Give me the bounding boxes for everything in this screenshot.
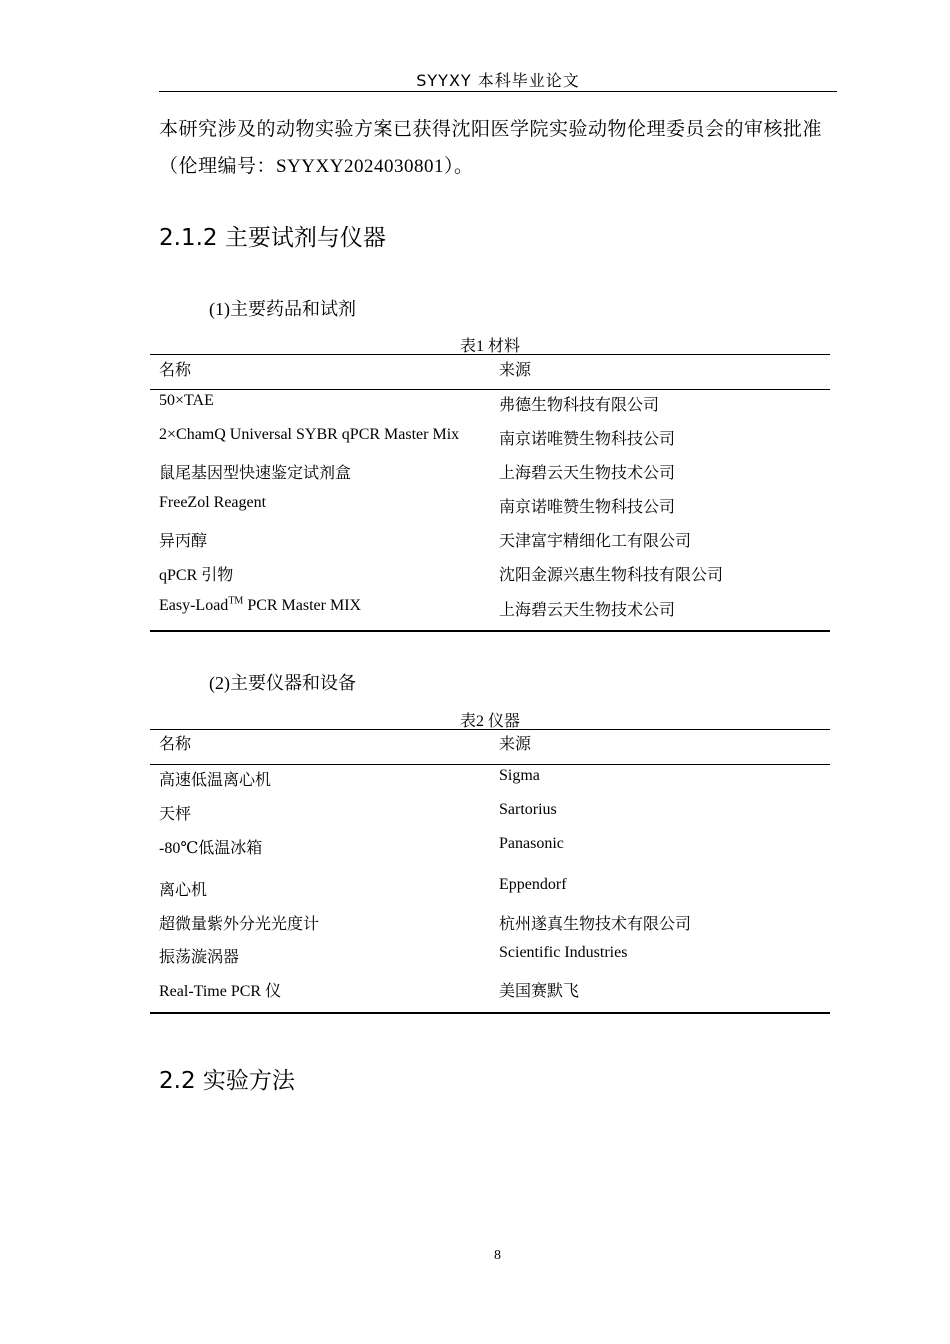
table2-row-7-source: 美国赛默飞: [499, 983, 580, 1000]
table1-row-4-source: 南京诺唯赞生物科技公司: [499, 499, 676, 516]
table1-header-source: 来源: [499, 362, 532, 379]
table1-bottom-rule: [150, 630, 830, 632]
table2-row-3-source: Panasonic: [499, 835, 564, 852]
table2-header-name: 名称: [159, 736, 192, 753]
table2-row-1-source: Sigma: [499, 767, 540, 784]
table2-row-4-source: Eppendorf: [499, 876, 567, 893]
table1-row-7-name-base: Easy-Load: [159, 597, 229, 614]
table2-subheading: (2)主要仪器和设备: [209, 673, 356, 693]
table1-header-rule: [150, 389, 830, 390]
table2-row-5-name: 超微量紫外分光光度计: [159, 916, 320, 933]
intro-line-2: （伦理编号：SYYXY2024030801）。: [159, 156, 474, 177]
table2-row-2-source: Sartorius: [499, 801, 557, 818]
table2-caption: 表2 仪器: [459, 713, 520, 730]
table1-top-rule: [150, 354, 830, 355]
table1-row-7-name-suffix: PCR Master MIX: [243, 597, 362, 614]
table2-row-7-name: Real-Time PCR 仪: [159, 983, 282, 1000]
table2-header-rule: [150, 764, 830, 765]
table2-row-3-name: -80℃低温冰箱: [159, 840, 263, 857]
table1-row-6-source: 沈阳金源兴惠生物科技有限公司: [499, 567, 724, 584]
table2-bottom-rule: [150, 1012, 830, 1014]
table1-row-7-source: 上海碧云天生物技术公司: [499, 602, 676, 619]
header-divider: [159, 91, 837, 92]
table1-row-7-name: [159, 597, 361, 615]
trademark-superscript: TM: [228, 595, 244, 607]
table1-row-5-source: 天津富宇精细化工有限公司: [499, 533, 692, 550]
table1-header-name: 名称: [159, 362, 192, 379]
table1-row-1-source: 弗德生物科技有限公司: [499, 397, 660, 414]
page-header-title: SYYXY 本科毕业论文: [416, 71, 580, 90]
table1-row-3-source: 上海碧云天生物技术公司: [499, 465, 676, 482]
table2-row-2-name: 天枰: [159, 806, 192, 823]
page-number: 8: [494, 1248, 501, 1263]
table1-row-4-name: FreeZol Reagent: [159, 494, 267, 511]
table2-row-4-name: 离心机: [159, 882, 208, 899]
section-heading-2-1-2: 2.1.2 主要试剂与仪器: [159, 225, 386, 251]
table1-row-6-name: qPCR 引物: [159, 567, 234, 584]
table2-row-5-source: 杭州遂真生物技术有限公司: [499, 916, 692, 933]
table1-subheading: (1)主要药品和试剂: [209, 299, 356, 319]
table1-caption: 表1 材料: [459, 338, 520, 355]
table1-row-2-name: 2×ChamQ Universal SYBR qPCR Master Mix: [159, 426, 460, 443]
section-heading-2-2: 2.2 实验方法: [159, 1068, 295, 1094]
table1-row-5-name: 异丙醇: [159, 533, 208, 550]
table2-row-6-name: 振荡漩涡器: [159, 949, 240, 966]
table2-row-1-name: 高速低温离心机: [159, 772, 272, 789]
table2-top-rule: [150, 729, 830, 730]
table1-row-2-source: 南京诺唯赞生物科技公司: [499, 431, 676, 448]
table1-row-3-name: 鼠尾基因型快速鉴定试剂盒: [159, 465, 352, 482]
table2-row-6-source: Scientific Industries: [499, 944, 628, 961]
table1-row-1-name: 50×TAE: [159, 392, 214, 409]
intro-line-1: 本研究涉及的动物实验方案已获得沈阳医学院实验动物伦理委员会的审核批准: [159, 119, 823, 140]
table2-header-source: 来源: [499, 736, 532, 753]
